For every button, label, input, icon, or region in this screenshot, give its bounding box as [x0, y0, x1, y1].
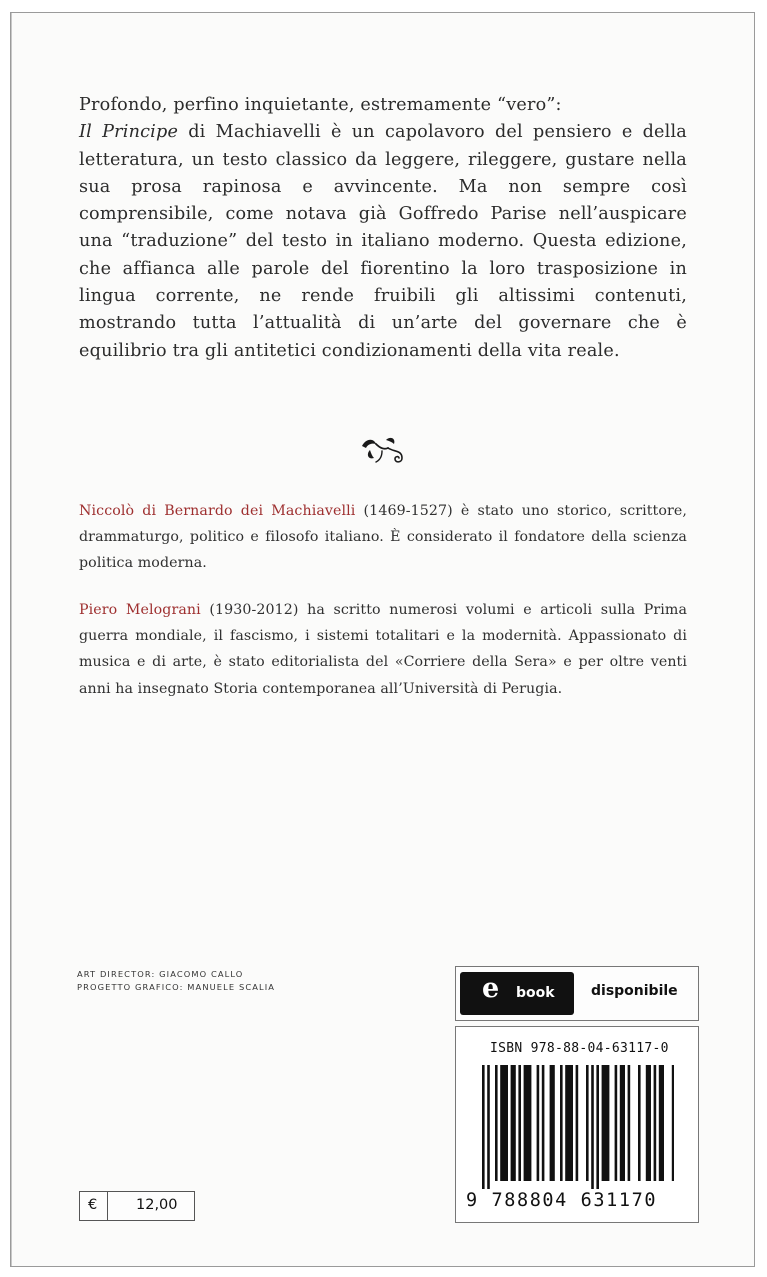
barcode-bar: [646, 1065, 651, 1181]
barcode-bar: [560, 1065, 563, 1181]
synopsis-first-line: Profondo, perfino inquietante, estremamente “vero”:: [79, 95, 562, 115]
ebook-status: disponibile: [591, 983, 678, 999]
isbn-barcode-box: [455, 1026, 699, 1223]
editor-bio-text: (1930-2012) ha scritto numerosi volumi e articoli sulla Prima guerra mondiale, il fascismo, i sistemi totalitari e la modernità. Appassionato di musica e di arte, è stato editorialista del «Corriere della Sera» e per oltre venti anni ha insegnato Storia contemporanea all’Università di Perugia.: [79, 602, 688, 697]
graphic-design-credit: PROGETTO GRAFICO: MANUELE SCALIA: [77, 981, 276, 992]
ebook-logo-letter: e: [482, 973, 500, 1004]
barcode-bar: [659, 1065, 664, 1181]
author-bio: [79, 498, 687, 577]
barcode-bar: [495, 1065, 498, 1181]
barcode-bar: [576, 1065, 579, 1181]
price-tag: [79, 1191, 195, 1221]
barcode-bar: [602, 1065, 610, 1181]
price-currency: €: [88, 1197, 98, 1213]
barcode-bar: [586, 1065, 589, 1181]
design-credits: [77, 968, 275, 993]
ebook-availability-badge: [455, 966, 699, 1021]
price-divider: [107, 1192, 108, 1220]
barcode-bar: [654, 1065, 657, 1181]
barcode-bar: [620, 1065, 625, 1181]
synopsis-text: di Machiavelli è un capolavoro del pensiero e della letteratura, un testo classico da leggere, rileggere, gustare nella sua prosa rapinosa e avvincente. Ma non sempre così comprensibile, come notava già Goffredo Parise nell’auspicare una “traduzione” del testo in italiano moderno. Questa edizione, che affianca alle parole del fiorentino la loro trasposizione in lingua corrente, ne rende fruibili gli altissimi contenuti, mostrando tutta l’attualità di un’arte del governare che è equilibrio tra gli antitetici condizionamenti della vita reale.: [79, 122, 687, 361]
isbn-label: ISBN 978-88-04-63117-0: [490, 1041, 669, 1056]
barcode-bar: [550, 1065, 555, 1181]
price-value: 12,00: [136, 1197, 178, 1213]
author-name: Niccolò di Bernardo dei Machiavelli: [79, 503, 356, 519]
barcode-bar: [596, 1065, 599, 1189]
barcode-bar: [487, 1065, 490, 1189]
author-bio-text: (1469-1527) è stato uno storico, scrittore, drammaturgo, politico e filosofo italiano. È considerato il fondatore della scienza politica moderna.: [79, 503, 687, 572]
editor-name: Piero Melograni: [79, 602, 201, 618]
barcode-bar: [628, 1065, 631, 1181]
barcode-bar: [591, 1065, 594, 1189]
editor-bio: [79, 597, 687, 702]
barcode-bar: [518, 1065, 521, 1181]
barcode-bar: [638, 1065, 641, 1181]
barcode-bar: [615, 1065, 618, 1181]
synopsis-paragraph: [79, 92, 687, 365]
barcode-bar: [524, 1065, 532, 1181]
book-title: Il Principe: [79, 122, 179, 143]
ebook-logo-word: book: [516, 985, 555, 1001]
barcode-bar: [672, 1065, 674, 1181]
barcode-bar: [500, 1065, 508, 1181]
barcode-bar: [542, 1065, 545, 1181]
barcode-number: 9 788804 631170: [466, 1190, 658, 1211]
barcode-bar: [565, 1065, 573, 1181]
barcode-bar: [537, 1065, 540, 1181]
ebook-logo: [460, 972, 574, 1015]
art-director-credit: ART DIRECTOR: GIACOMO CALLO: [77, 969, 244, 979]
barcode: [482, 1065, 674, 1189]
barcode-bar: [482, 1065, 485, 1189]
floral-fleuron-icon: [356, 432, 412, 466]
barcode-bar: [511, 1065, 516, 1181]
